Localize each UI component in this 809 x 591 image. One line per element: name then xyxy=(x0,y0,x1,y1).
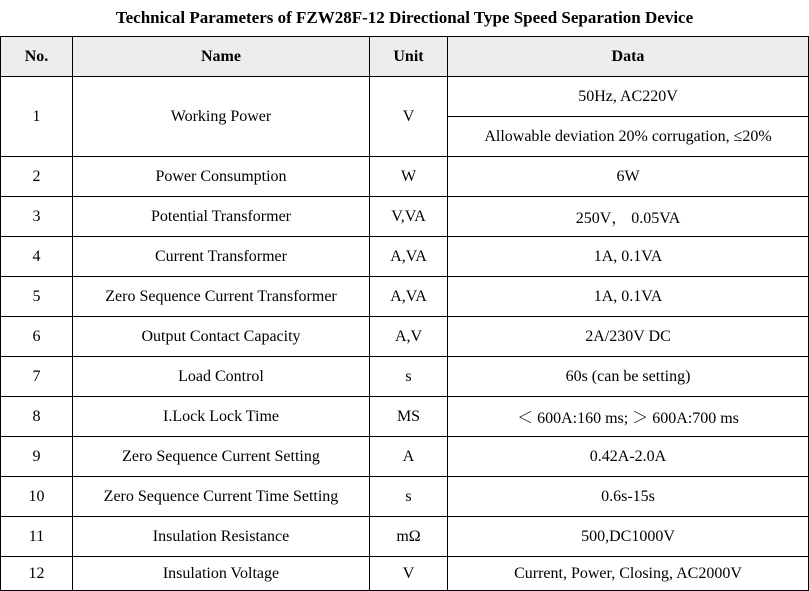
cell-data: Current, Power, Closing, AC2000V xyxy=(448,557,809,591)
cell-name: Working Power xyxy=(73,77,370,157)
table-row xyxy=(1,357,809,397)
cell-data: 1A, 0.1VA xyxy=(448,277,809,317)
cell-data: 0.6s-15s xyxy=(448,477,809,517)
cell-data: 0.42A-2.0A xyxy=(448,437,809,477)
cell-no: 7 xyxy=(1,357,73,397)
cell-name: Zero Sequence Current Time Setting xyxy=(73,477,370,517)
cell-no: 2 xyxy=(1,157,73,197)
cell-data: 60s (can be setting) xyxy=(448,357,809,397)
cell-unit: A,VA xyxy=(370,277,448,317)
cell-data: 50Hz, AC220V xyxy=(448,77,809,117)
cell-name: Insulation Resistance xyxy=(73,517,370,557)
cell-name: Insulation Voltage xyxy=(73,557,370,591)
header-name: Name xyxy=(73,37,370,77)
cell-unit: A,V xyxy=(370,317,448,357)
cell-unit: s xyxy=(370,477,448,517)
table-title: Technical Parameters of FZW28F-12 Directional Type Speed Separation Device xyxy=(115,8,694,27)
cell-no: 12 xyxy=(1,557,73,591)
cell-no: 3 xyxy=(1,197,73,237)
table-row xyxy=(1,517,809,557)
cell-data: 6W xyxy=(448,157,809,197)
cell-name: I.Lock Lock Time xyxy=(73,397,370,437)
cell-name: Potential Transformer xyxy=(73,197,370,237)
header-no: No. xyxy=(1,37,73,77)
header-unit: Unit xyxy=(370,37,448,77)
table-row xyxy=(1,237,809,277)
parameters-table xyxy=(0,36,809,591)
cell-no: 5 xyxy=(1,277,73,317)
table-row xyxy=(1,197,809,237)
cell-data: 2A/230V DC xyxy=(448,317,809,357)
cell-no: 10 xyxy=(1,477,73,517)
table-row xyxy=(1,557,809,591)
cell-unit: V xyxy=(370,77,448,157)
cell-name: Current Transformer xyxy=(73,237,370,277)
table-row xyxy=(1,77,809,117)
table-row xyxy=(1,157,809,197)
table-row xyxy=(1,477,809,517)
cell-name: Load Control xyxy=(73,357,370,397)
cell-no: 1 xyxy=(1,77,73,157)
cell-name: Power Consumption xyxy=(73,157,370,197)
cell-name: Zero Sequence Current Setting xyxy=(73,437,370,477)
cell-unit: V,VA xyxy=(370,197,448,237)
cell-unit: V xyxy=(370,557,448,591)
table-row xyxy=(1,277,809,317)
cell-unit: s xyxy=(370,357,448,397)
header-row xyxy=(1,37,809,77)
cell-data: ＜ 600A:160 ms; ＞ 600A:700 ms xyxy=(448,397,809,437)
cell-no: 8 xyxy=(1,397,73,437)
cell-no: 9 xyxy=(1,437,73,477)
cell-unit: mΩ xyxy=(370,517,448,557)
cell-no: 6 xyxy=(1,317,73,357)
table-row xyxy=(1,317,809,357)
table-row xyxy=(1,437,809,477)
cell-name: Zero Sequence Current Transformer xyxy=(73,277,370,317)
cell-unit: A xyxy=(370,437,448,477)
cell-data: 250V， 0.05VA xyxy=(448,197,809,237)
cell-data: 500,DC1000V xyxy=(448,517,809,557)
cell-no: 4 xyxy=(1,237,73,277)
table-row xyxy=(1,397,809,437)
header-data: Data xyxy=(448,37,809,77)
cell-name: Output Contact Capacity xyxy=(73,317,370,357)
cell-no: 11 xyxy=(1,517,73,557)
cell-data: Allowable deviation 20% corrugation, ≤20% xyxy=(448,117,809,157)
cell-unit: MS xyxy=(370,397,448,437)
cell-unit: A,VA xyxy=(370,237,448,277)
cell-unit: W xyxy=(370,157,448,197)
cell-data: 1A, 0.1VA xyxy=(448,237,809,277)
